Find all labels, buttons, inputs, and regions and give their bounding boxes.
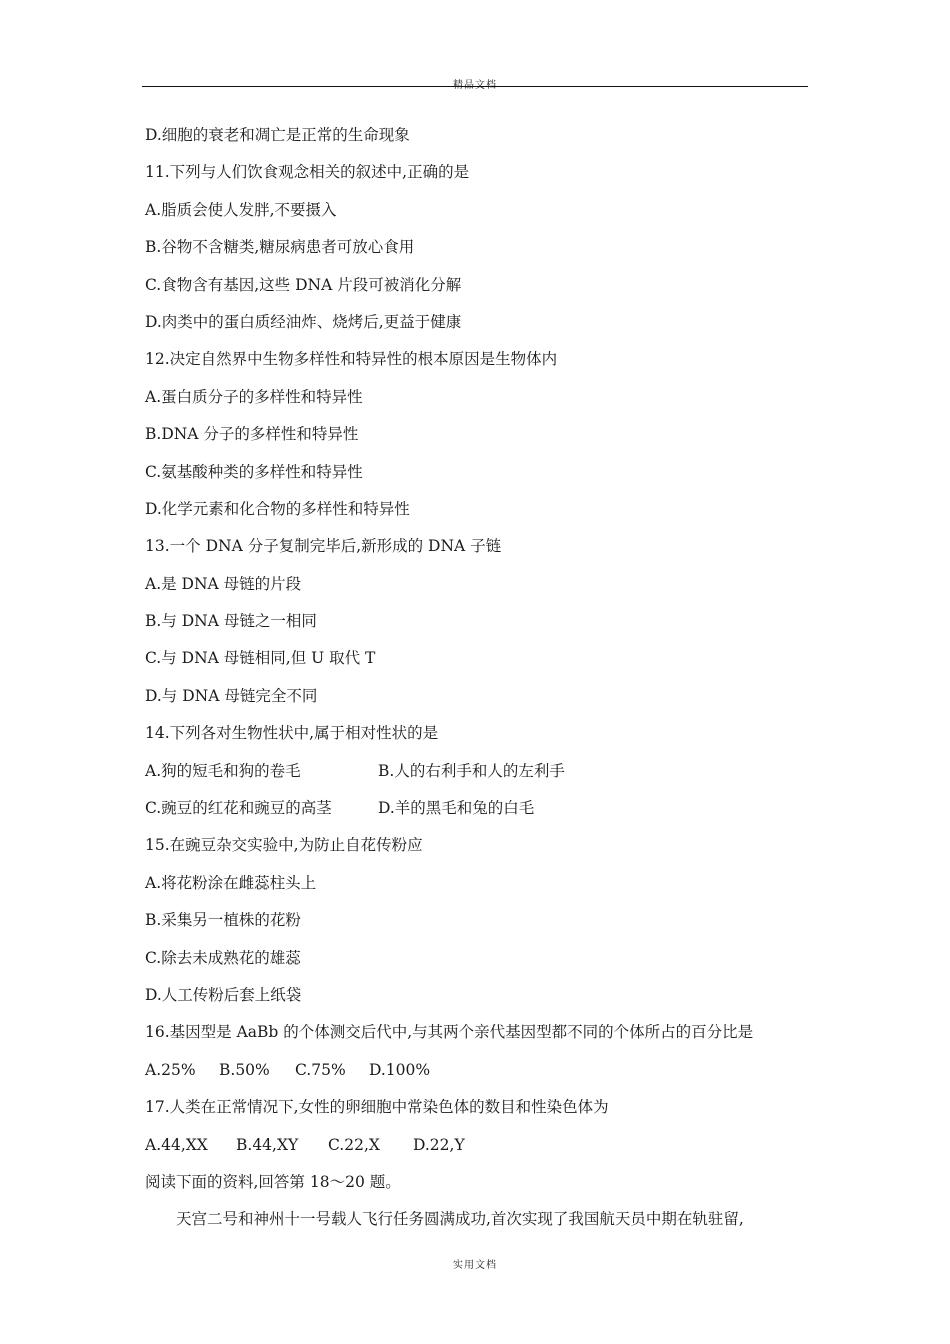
question-15: 15.在豌豆杂交实验中,为防止自花传粉应 — [145, 836, 423, 855]
option-a-q11: A.脂质会使人发胖,不要摄入 — [145, 200, 337, 219]
q14-options-row-2 — [145, 796, 815, 833]
option-d-q14: D.羊的黑毛和兔的白毛 — [378, 799, 535, 818]
option-c-q17: C.22,X — [328, 1135, 380, 1154]
reading-intro: 阅读下面的资料,回答第 18～20 题。 — [145, 1172, 401, 1191]
option-b-q17: B.44,XY — [236, 1135, 299, 1154]
option-a-q12: A.蛋白质分子的多样性和特异性 — [145, 387, 363, 406]
option-d-q12: D.化学元素和化合物的多样性和特异性 — [145, 499, 410, 518]
document-body — [145, 123, 815, 1245]
option-c-q12: C.氨基酸种类的多样性和特异性 — [145, 462, 363, 481]
q16-options-row — [145, 1058, 815, 1095]
option-c-q16: C.75% — [295, 1060, 346, 1079]
reading-paragraph: 天宫二号和神州十一号载人飞行任务圆满成功,首次实现了我国航天员中期在轨驻留, — [176, 1210, 744, 1229]
option-d-q16: D.100% — [369, 1060, 431, 1079]
option-b-q12: B.DNA 分子的多样性和特异性 — [145, 425, 359, 444]
option-c-q13: C.与 DNA 母链相同,但 U 取代 T — [145, 649, 376, 668]
question-16: 16.基因型是 AaBb 的个体测交后代中,与其两个亲代基因型都不同的个体所占的百分比是 — [145, 1023, 754, 1042]
option-a-q14: A.狗的短毛和狗的卷毛 — [145, 761, 301, 780]
option-b-q11: B.谷物不含糖类,糖尿病患者可放心食用 — [145, 238, 415, 257]
option-d-q17: D.22,Y — [413, 1135, 465, 1154]
question-17: 17.人类在正常情况下,女性的卵细胞中常染色体的数目和性染色体为 — [145, 1098, 609, 1117]
q17-options-row — [145, 1133, 815, 1170]
option-a-q15: A.将花粉涂在雌蕊柱头上 — [145, 873, 317, 892]
option-d-q13: D.与 DNA 母链完全不同 — [145, 686, 318, 705]
question-14: 14.下列各对生物性状中,属于相对性状的是 — [145, 724, 439, 743]
option-a-q17: A.44,XX — [145, 1135, 208, 1154]
option-b-q15: B.采集另一植株的花粉 — [145, 911, 301, 930]
option-d-q11: D.肉类中的蛋白质经油炸、烧烤后,更益于健康 — [145, 312, 462, 331]
option-d-q15: D.人工传粉后套上纸袋 — [145, 985, 302, 1004]
option-b-q14: B.人的右利手和人的左利手 — [378, 761, 565, 780]
page-footer: 实用文档 — [453, 1260, 497, 1271]
page-header: 精品文档 — [453, 80, 497, 91]
option-c-q14: C.豌豆的红花和豌豆的高茎 — [145, 799, 332, 818]
question-12: 12.决定自然界中生物多样性和特异性的根本原因是生物体内 — [145, 350, 558, 369]
option-b-q16: B.50% — [219, 1060, 270, 1079]
question-13: 13.一个 DNA 分子复制完毕后,新形成的 DNA 子链 — [145, 537, 502, 556]
option-c-q11: C.食物含有基因,这些 DNA 片段可被消化分解 — [145, 275, 462, 294]
header-rule — [142, 86, 808, 87]
option-b-q13: B.与 DNA 母链之一相同 — [145, 612, 317, 631]
option-a-q16: A.25% — [145, 1060, 196, 1079]
option-a-q13: A.是 DNA 母链的片段 — [145, 574, 302, 593]
option-c-q15: C.除去未成熟花的雄蕊 — [145, 948, 301, 967]
question-11: 11.下列与人们饮食观念相关的叙述中,正确的是 — [145, 163, 470, 182]
option-d-q10: D.细胞的衰老和凋亡是正常的生命现象 — [145, 126, 410, 144]
q14-options-row-1 — [145, 759, 815, 796]
